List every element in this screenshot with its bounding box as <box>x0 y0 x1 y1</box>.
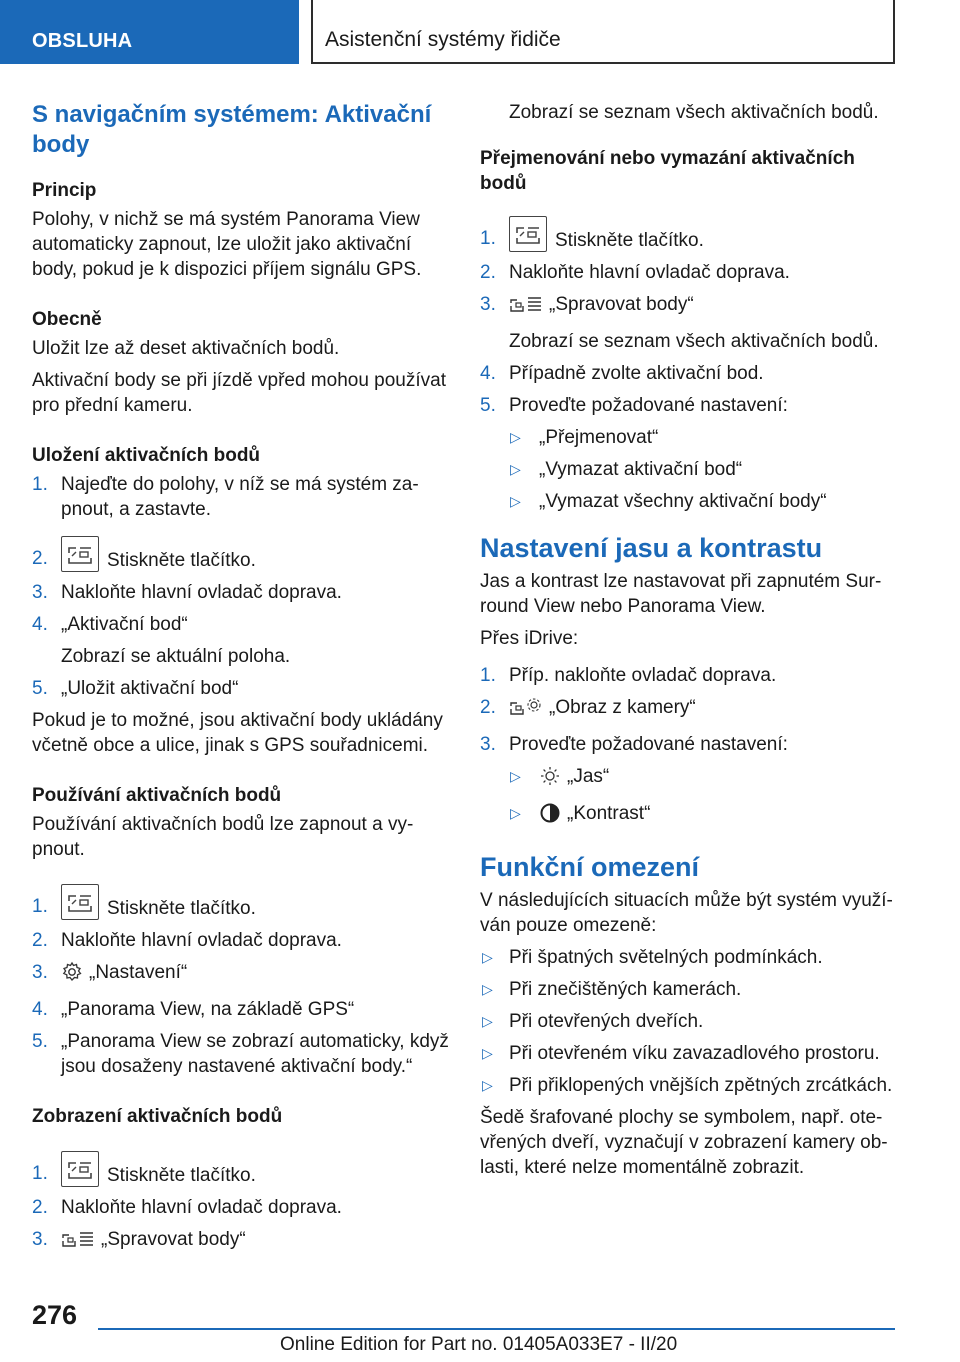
section-title-limitations: Funkční omezení <box>480 852 700 882</box>
list-text: „Spravovat body“ <box>101 1229 246 1250</box>
list-item <box>32 960 452 990</box>
list-text: „Vymazat aktivační bod“ <box>539 459 743 480</box>
sub-list-item <box>480 489 900 514</box>
list-number: 2. <box>32 548 48 569</box>
camera-button-icon <box>61 1151 99 1187</box>
list-number: 1. <box>480 665 496 686</box>
list-number: 4. <box>32 999 48 1020</box>
list-text: Příp. nakloňte ovladač doprava. <box>509 665 777 686</box>
list-text: „Obraz z kamery“ <box>549 697 696 718</box>
settings-gear-icon <box>61 961 83 990</box>
list-number: 3. <box>480 294 496 315</box>
bullet-triangle-icon: ▷ <box>510 805 521 821</box>
heading-prejmenovani: Přejmenování nebo vymazání aktivačních bodů <box>480 148 855 194</box>
list-number: 2. <box>480 697 496 718</box>
list-item <box>480 361 900 386</box>
brightness-icon <box>539 765 561 794</box>
list-item <box>480 1073 900 1098</box>
sub-list-item <box>480 457 900 482</box>
list-continuation: Zobrazí se seznam všech aktivačních bodů. <box>509 102 879 123</box>
paragraph-princip: Polohy, v nichž se má systém Panorama View automaticky zapnout, lze uložit jako aktivační body, pokud je k dispozici příjem signálu GPS. <box>32 209 422 280</box>
heading-princip: Princip <box>32 180 97 201</box>
list-item <box>480 663 900 688</box>
footer-divider <box>98 1328 895 1330</box>
list-item <box>32 1029 452 1079</box>
paragraph-obecne-1: Uložit lze až deset aktivačních bodů. <box>32 338 340 359</box>
list-number: 4. <box>480 363 496 384</box>
bullet-triangle-icon: ▷ <box>510 461 521 477</box>
list-text: Stiskněte tlačítko. <box>107 1165 256 1186</box>
list-text: Nakloňte hlavní ovladač doprava. <box>509 262 790 283</box>
list-text: Nakloňte hlavní ovladač doprava. <box>61 1197 342 1218</box>
heading-zobrazeni: Zobrazení aktivačních bodů <box>32 1106 283 1127</box>
camera-button-icon <box>61 536 99 572</box>
list-text: Stiskněte tlačítko. <box>555 230 704 251</box>
camera-button-icon <box>61 884 99 920</box>
list-text: Při otevřeném víku zavazadlového prostoru. <box>509 1043 880 1064</box>
list-item <box>32 1227 452 1257</box>
sub-list-item <box>480 425 900 450</box>
footer-edition: Online Edition for Part no. 01405A033E7 - II/20 <box>280 1334 678 1355</box>
list-text: „Nastavení“ <box>89 962 188 983</box>
heading-pouzivani: Používání aktivačních bodů <box>32 785 282 806</box>
list-item <box>480 216 900 253</box>
list-number: 2. <box>32 930 48 951</box>
list-number: 1. <box>32 896 48 917</box>
list-text: Proveďte požadované nastavení: <box>509 395 788 416</box>
manage-points-icon <box>61 1228 95 1257</box>
list-item <box>32 928 452 953</box>
camera-settings-icon <box>509 696 543 725</box>
list-number: 5. <box>32 1031 48 1052</box>
bullet-triangle-icon: ▷ <box>482 1077 493 1093</box>
list-text: Stiskněte tlačítko. <box>107 898 256 919</box>
camera-button-icon <box>509 216 547 252</box>
list-text: Proveďte požadované nastavení: <box>509 734 788 755</box>
sub-list-item <box>480 801 900 831</box>
list-number: 3. <box>32 582 48 603</box>
section-title-brightness-contrast: Nastavení jasu a kontrastu <box>480 533 823 563</box>
list-text: Při přiklopených vnějších zpětných zrcátkách. <box>509 1075 893 1096</box>
bullet-triangle-icon: ▷ <box>482 1013 493 1029</box>
list-item <box>480 1009 900 1034</box>
list-number: 5. <box>480 395 496 416</box>
list-text: „Panorama View se zobrazí automaticky, když jsou dosaženy nastavené aktivační body.“ <box>61 1031 449 1077</box>
list-item <box>32 997 452 1022</box>
list-number: 1. <box>480 228 496 249</box>
bullet-triangle-icon: ▷ <box>510 493 521 509</box>
heading-ulozeni: Uložení aktivačních bodů <box>32 445 261 466</box>
list-text: „Jas“ <box>567 766 610 787</box>
list-number: 1. <box>32 1163 48 1184</box>
list-number: 3. <box>32 1229 48 1250</box>
paragraph-omezeni-2: Šedě šrafované plochy se symbolem, např. ote-vřených dveří, vyznačují v zobrazení kamery ob-lasti, které nelze momentálně zobrazit. <box>480 1107 888 1178</box>
list-continuation: Zobrazí se aktuální poloha. <box>61 646 291 667</box>
paragraph-ulozeni: Pokud je to možné, jsou aktivační body ukládány včetně obce a ulice, jinak s GPS souřadnicemi. <box>32 710 443 756</box>
list-text: „Uložit aktivační bod“ <box>61 678 239 699</box>
list-text: „Vymazat všechny aktivační body“ <box>539 491 827 512</box>
list-item <box>32 1151 452 1188</box>
list-text: Při znečištěných kamerách. <box>509 979 742 1000</box>
list-text: Při otevřených dveřích. <box>509 1011 704 1032</box>
list-text: Případně zvolte aktivační bod. <box>509 363 764 384</box>
list-item <box>480 292 900 322</box>
list-text: „Přejmenovat“ <box>539 427 659 448</box>
list-item <box>480 945 900 970</box>
contrast-icon <box>539 802 561 831</box>
paragraph-omezeni: V následujících situacích může být systém využí-ván pouze omezeně: <box>480 890 893 936</box>
paragraph-jas-2: Přes iDrive: <box>480 628 579 649</box>
list-text: „Spravovat body“ <box>549 294 694 315</box>
paragraph-jas-1: Jas a kontrast lze nastavovat při zapnutém Sur-round View nebo Panorama View. <box>480 571 882 617</box>
list-number: 4. <box>32 614 48 635</box>
list-text: Stiskněte tlačítko. <box>107 550 256 571</box>
list-item <box>32 580 452 605</box>
list-item <box>32 884 452 921</box>
list-item <box>32 612 452 637</box>
list-text: „Panorama View, na základě GPS“ <box>61 999 355 1020</box>
header-section: OBSLUHA <box>0 0 299 64</box>
list-item <box>480 1041 900 1066</box>
manage-points-icon <box>509 293 543 322</box>
list-text: Nakloňte hlavní ovladač doprava. <box>61 582 342 603</box>
list-item <box>480 695 900 725</box>
list-number: 5. <box>32 678 48 699</box>
list-text: „Aktivační bod“ <box>61 614 188 635</box>
section-title-activation-points: S navigačním systémem: Aktivační body <box>32 101 432 158</box>
list-item <box>32 676 452 701</box>
list-number: 3. <box>32 962 48 983</box>
list-number: 2. <box>480 262 496 283</box>
page-number: 276 <box>32 1300 78 1330</box>
bullet-triangle-icon: ▷ <box>510 768 521 784</box>
list-continuation: Zobrazí se seznam všech aktivačních bodů. <box>509 331 879 352</box>
bullet-triangle-icon: ▷ <box>482 1045 493 1061</box>
list-item <box>32 536 452 573</box>
list-number: 3. <box>480 734 496 755</box>
list-text: Nakloňte hlavní ovladač doprava. <box>61 930 342 951</box>
list-item <box>480 732 900 757</box>
list-item <box>32 1195 452 1220</box>
list-text: „Kontrast“ <box>567 803 651 824</box>
sub-list-item <box>480 764 900 794</box>
list-text: Najeďte do polohy, v níž se má systém za-pnout, a zastavte. <box>61 474 419 520</box>
list-item <box>32 472 452 522</box>
list-number: 2. <box>32 1197 48 1218</box>
list-item <box>480 260 900 285</box>
list-text: Při špatných světelných podmínkách. <box>509 947 823 968</box>
bullet-triangle-icon: ▷ <box>510 429 521 445</box>
paragraph-pouzivani: Používání aktivačních bodů lze zapnout a vy-pnout. <box>32 814 414 860</box>
list-number: 1. <box>32 474 48 495</box>
paragraph-obecne-2: Aktivační body se při jízdě vpřed mohou používat pro přední kameru. <box>32 370 447 416</box>
list-item <box>480 977 900 1002</box>
header-chapter: Asistenční systémy řidiče <box>311 0 895 64</box>
bullet-triangle-icon: ▷ <box>482 981 493 997</box>
heading-obecne: Obecně <box>32 309 102 330</box>
right-column <box>480 100 900 1187</box>
bullet-triangle-icon: ▷ <box>482 949 493 965</box>
left-column <box>32 100 452 1264</box>
list-item <box>480 393 900 418</box>
